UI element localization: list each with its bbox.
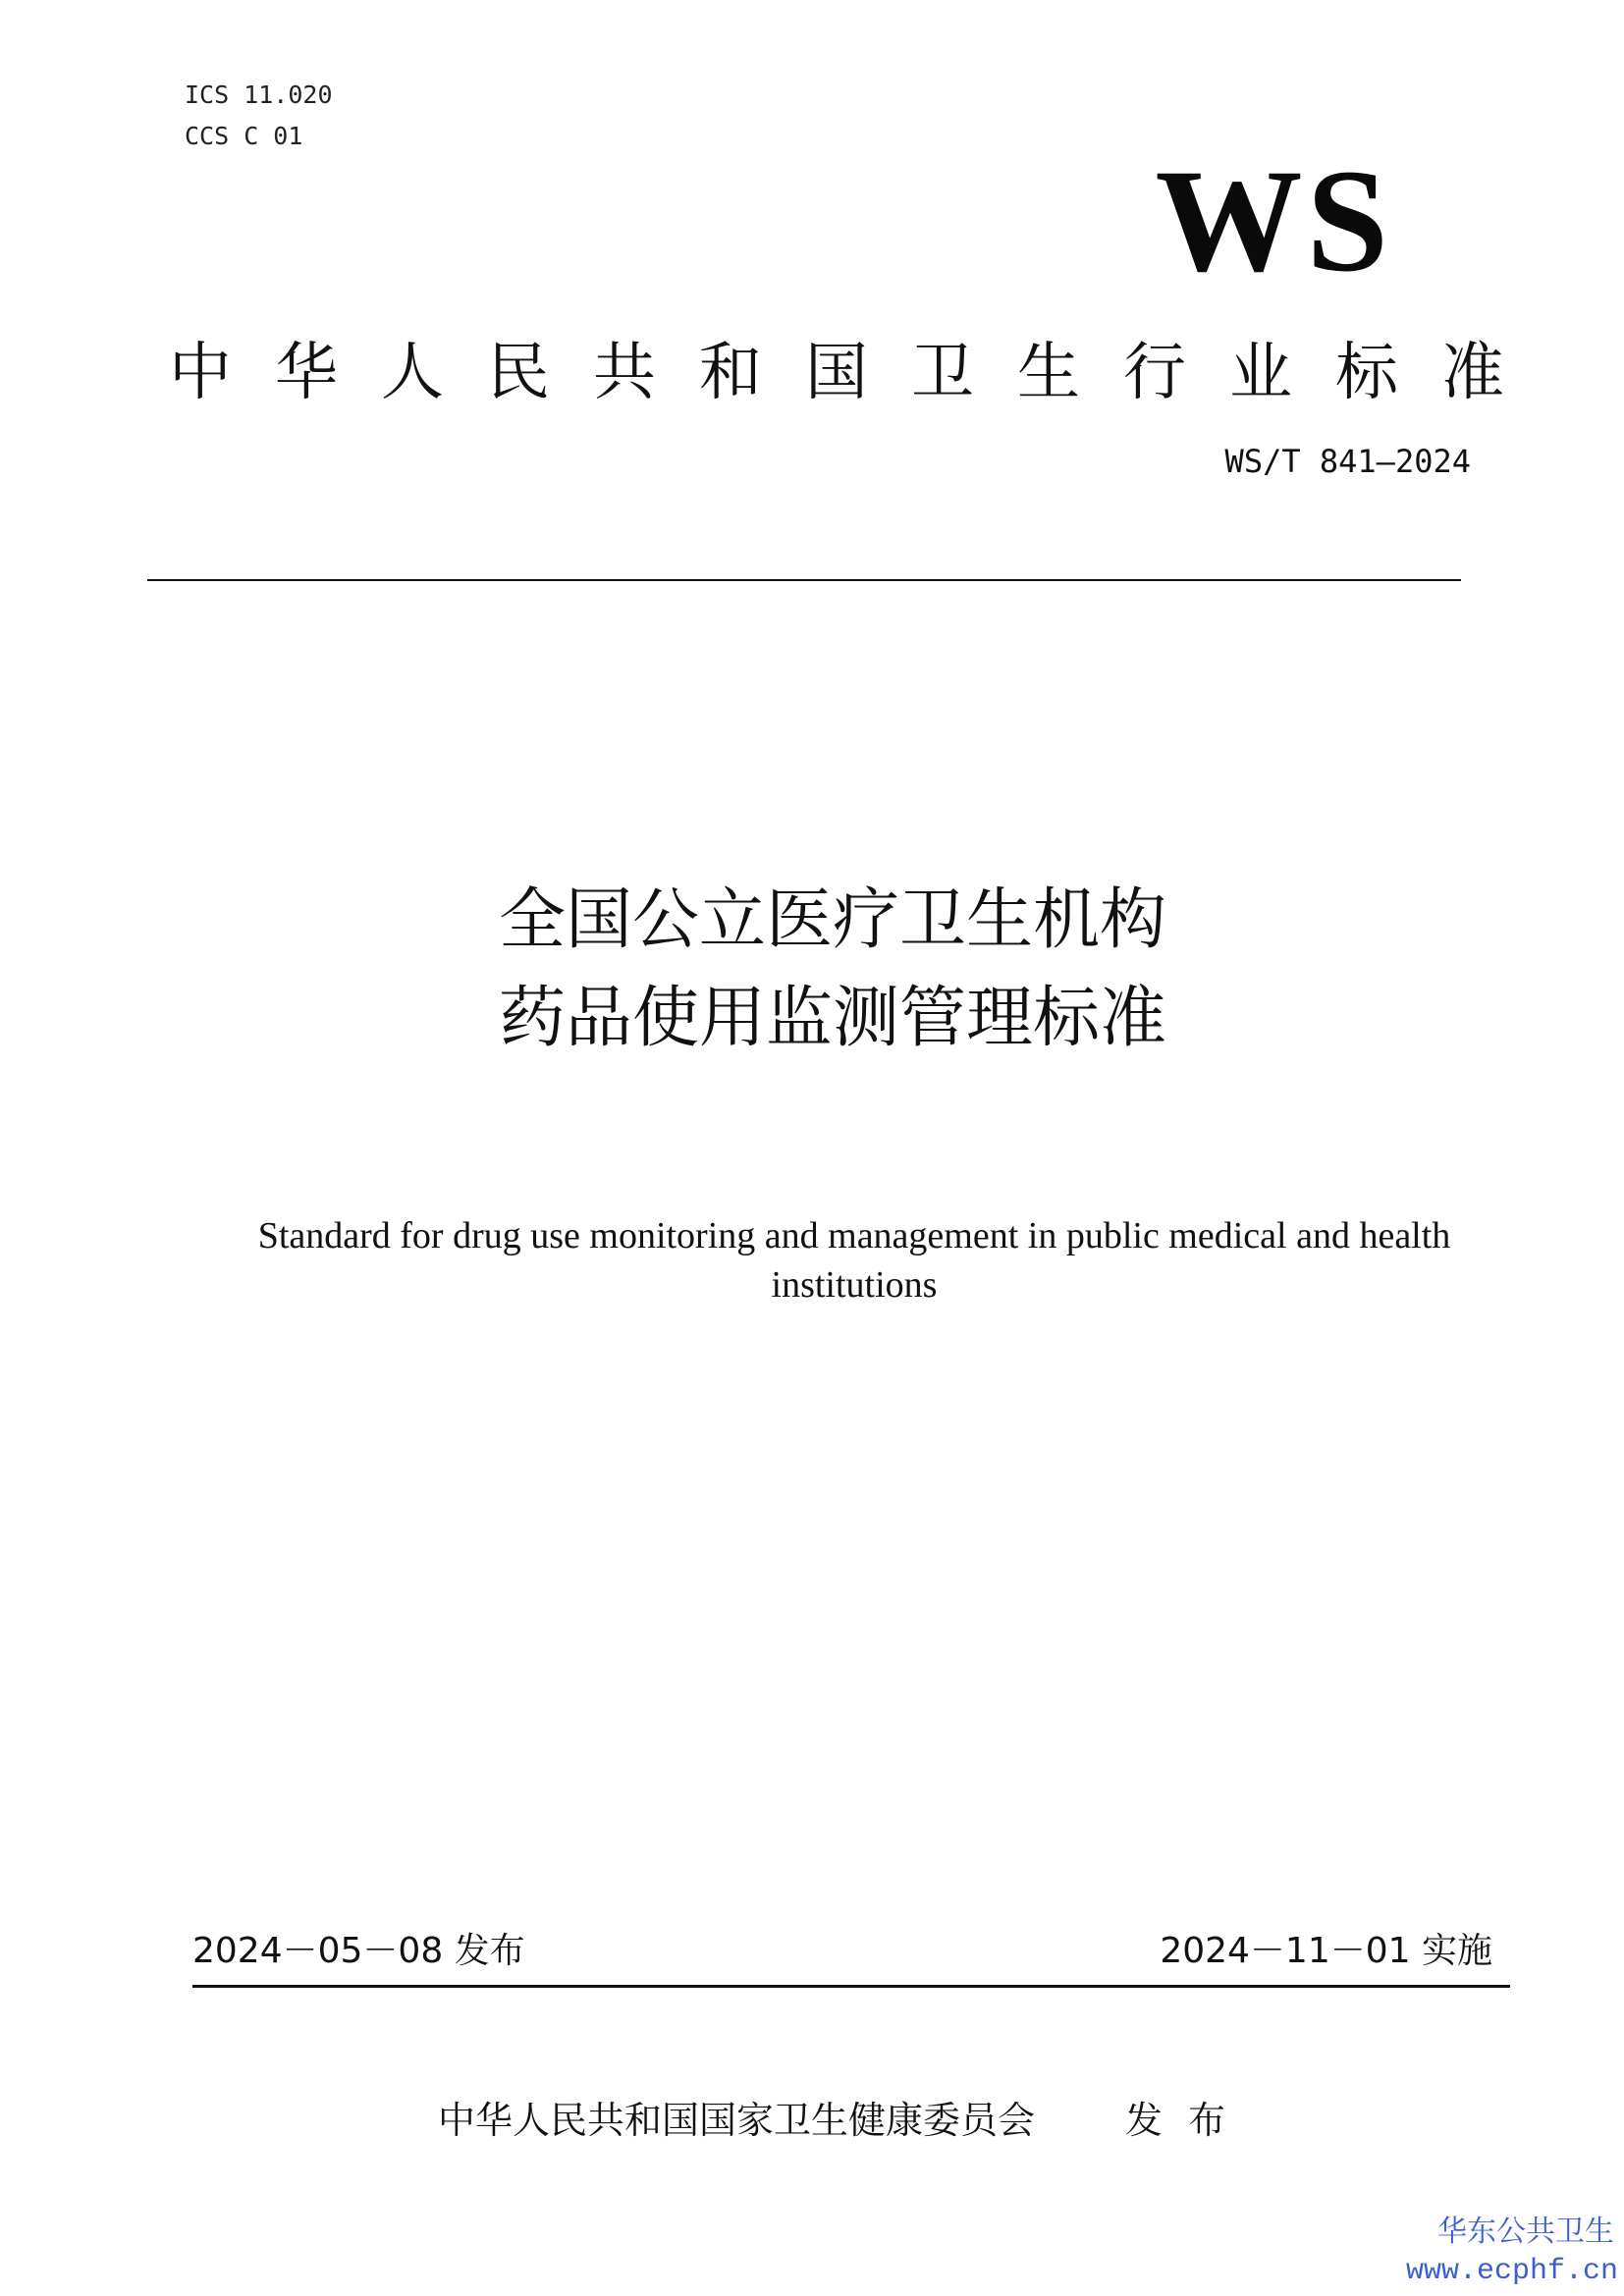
- issue-date: 2024－05－08 发布: [192, 1931, 525, 1971]
- top-divider: [147, 579, 1461, 581]
- publisher-name: 中华人民共和国国家卫生健康委员会: [438, 2099, 1036, 2142]
- ws-logo: WS: [1155, 139, 1392, 302]
- bottom-divider: [192, 1985, 1510, 1988]
- title-cn-line-2: 药品使用监测管理标准: [499, 980, 1167, 1057]
- watermark-site-name: 华东公共卫生: [1437, 2215, 1614, 2249]
- standard-number: WS/T 841—2024: [1224, 443, 1471, 480]
- ccs-code: CCS C 01: [185, 122, 303, 150]
- title-english: Standard for drug use monitoring and management in public medical and health institutions: [257, 1215, 1451, 1306]
- title-cn-line-1: 全国公立医疗卫生机构: [499, 881, 1167, 959]
- implementation-date: 2024－11－01 实施: [1160, 1931, 1492, 1971]
- ics-code: ICS 11.020: [185, 80, 333, 109]
- publish-label: 发布: [1125, 2099, 1252, 2142]
- standard-category-heading: 中华人民共和国卫生行业标准: [169, 337, 1547, 409]
- watermark-url-link[interactable]: www.ecphf.cn: [1405, 2255, 1618, 2288]
